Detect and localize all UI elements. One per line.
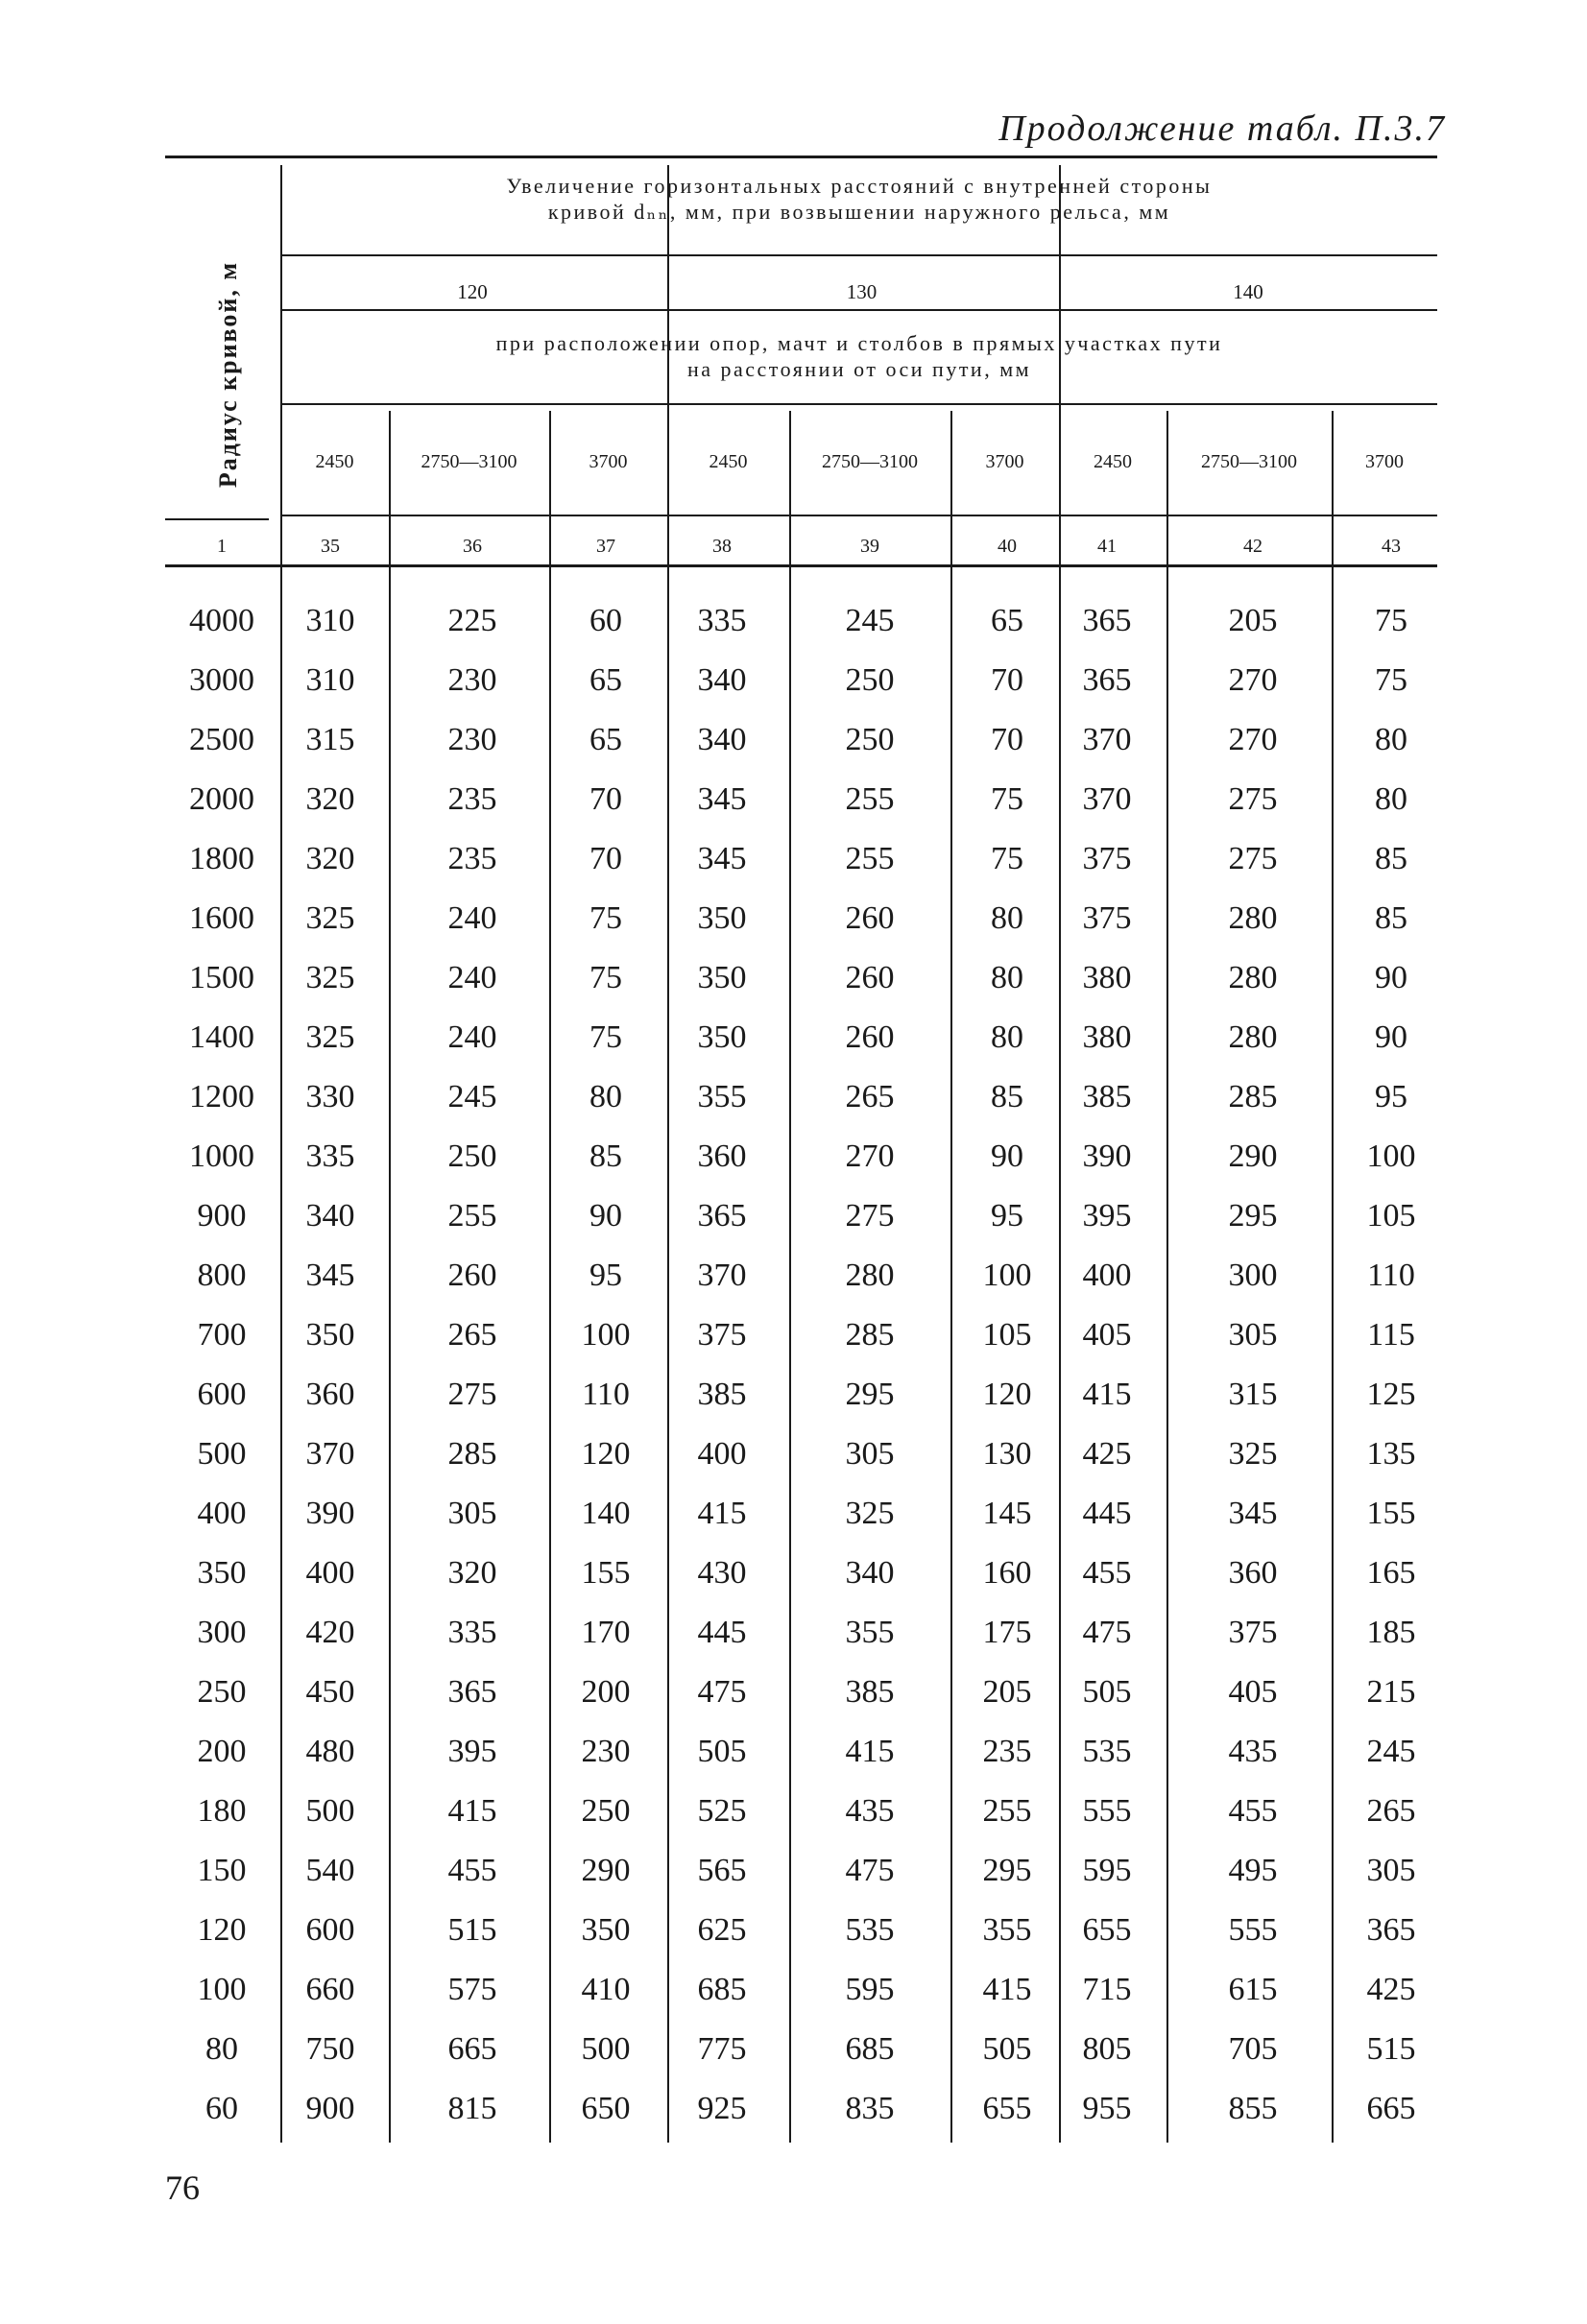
value-cell: 130	[982, 1436, 1032, 1472]
value-cell: 390	[1082, 1138, 1132, 1174]
radius-cell: 1000	[189, 1138, 254, 1174]
value-cell: 205	[982, 1674, 1032, 1710]
value-cell: 80	[991, 900, 1023, 936]
value-cell: 385	[845, 1674, 895, 1710]
value-cell: 75	[1375, 662, 1407, 698]
value-cell: 160	[982, 1555, 1032, 1591]
value-cell: 415	[1082, 1377, 1132, 1412]
value-cell: 230	[581, 1734, 631, 1769]
value-cell: 565	[697, 1853, 747, 1888]
value-cell: 260	[845, 900, 895, 936]
value-cell: 100	[581, 1317, 631, 1353]
value-cell: 650	[581, 2091, 631, 2126]
value-cell: 275	[845, 1198, 895, 1234]
value-cell: 305	[447, 1496, 497, 1531]
value-cell: 250	[845, 662, 895, 698]
value-cell: 445	[697, 1615, 747, 1650]
value-cell: 380	[1082, 1019, 1132, 1055]
value-cell: 65	[589, 662, 622, 698]
page-number: 76	[165, 2168, 200, 2207]
value-cell: 525	[697, 1793, 747, 1829]
distance-header: 2750—3100	[421, 451, 517, 472]
value-cell: 140	[581, 1496, 631, 1531]
value-cell: 325	[305, 900, 355, 936]
radius-cell: 120	[197, 1912, 247, 1948]
value-cell: 355	[845, 1615, 895, 1650]
radius-cell: 60	[205, 2091, 238, 2126]
header-bottom-rule	[165, 564, 1437, 567]
value-cell: 235	[447, 841, 497, 876]
value-cell: 280	[845, 1258, 895, 1293]
value-cell: 240	[447, 960, 497, 995]
value-cell: 370	[697, 1258, 747, 1293]
value-cell: 360	[305, 1377, 355, 1412]
value-cell: 135	[1366, 1436, 1416, 1472]
value-cell: 655	[1082, 1912, 1132, 1948]
value-cell: 685	[697, 1972, 747, 2007]
value-cell: 600	[305, 1912, 355, 1948]
column-number: 42	[1243, 536, 1262, 557]
value-cell: 370	[305, 1436, 355, 1472]
value-cell: 240	[447, 900, 497, 936]
value-cell: 455	[447, 1853, 497, 1888]
value-cell: 425	[1082, 1436, 1132, 1472]
elevation-140: 140	[1233, 280, 1263, 303]
value-cell: 575	[447, 1972, 497, 2007]
value-cell: 505	[982, 2031, 1032, 2067]
value-cell: 75	[589, 900, 622, 936]
value-cell: 375	[1228, 1615, 1278, 1650]
radius-cell: 1200	[189, 1079, 254, 1114]
value-cell: 260	[447, 1258, 497, 1293]
value-cell: 705	[1228, 2031, 1278, 2067]
table-caption: Продолжение табл. П.3.7	[998, 108, 1446, 149]
value-cell: 270	[845, 1138, 895, 1174]
value-cell: 385	[697, 1377, 747, 1412]
value-cell: 315	[1228, 1377, 1278, 1412]
radius-cell: 4000	[189, 603, 254, 638]
title-rule	[280, 254, 1437, 256]
value-cell: 855	[1228, 2091, 1278, 2126]
value-cell: 75	[589, 1019, 622, 1055]
value-cell: 365	[1082, 662, 1132, 698]
value-cell: 105	[982, 1317, 1032, 1353]
value-cell: 255	[845, 781, 895, 817]
value-cell: 345	[697, 841, 747, 876]
value-cell: 90	[1375, 960, 1407, 995]
radius-cell: 1800	[189, 841, 254, 876]
value-cell: 245	[1366, 1734, 1416, 1769]
value-cell: 425	[1366, 1972, 1416, 2007]
radius-cell: 1600	[189, 900, 254, 936]
radius-cell: 900	[197, 1198, 247, 1234]
value-cell: 80	[1375, 781, 1407, 817]
value-cell: 265	[845, 1079, 895, 1114]
radius-cell: 700	[197, 1317, 247, 1353]
value-cell: 955	[1082, 2091, 1132, 2126]
value-cell: 685	[845, 2031, 895, 2067]
value-cell: 290	[581, 1853, 631, 1888]
value-cell: 455	[1228, 1793, 1278, 1829]
value-cell: 285	[1228, 1079, 1278, 1114]
value-cell: 665	[1366, 2091, 1416, 2126]
value-cell: 500	[305, 1793, 355, 1829]
value-cell: 75	[589, 960, 622, 995]
value-cell: 315	[305, 722, 355, 757]
radius-cell: 2000	[189, 781, 254, 817]
value-cell: 215	[1366, 1674, 1416, 1710]
column-number: 38	[712, 536, 732, 557]
value-cell: 405	[1082, 1317, 1132, 1353]
value-cell: 430	[697, 1555, 747, 1591]
value-cell: 245	[447, 1079, 497, 1114]
value-cell: 400	[697, 1436, 747, 1472]
value-cell: 85	[1375, 900, 1407, 936]
value-cell: 345	[1228, 1496, 1278, 1531]
value-cell: 615	[1228, 1972, 1278, 2007]
value-cell: 75	[991, 781, 1023, 817]
value-cell: 380	[1082, 960, 1132, 995]
radius-cell: 150	[197, 1853, 247, 1888]
value-cell: 750	[305, 2031, 355, 2067]
value-cell: 665	[447, 2031, 497, 2067]
value-cell: 105	[1366, 1198, 1416, 1234]
elevation-130: 130	[846, 280, 878, 303]
value-cell: 285	[447, 1436, 497, 1472]
value-cell: 260	[845, 1019, 895, 1055]
distance-header: 3700	[1365, 451, 1404, 472]
value-cell: 305	[1366, 1853, 1416, 1888]
column-number: 40	[998, 536, 1017, 557]
value-cell: 70	[991, 662, 1023, 698]
value-cell: 85	[1375, 841, 1407, 876]
value-cell: 320	[305, 781, 355, 817]
value-cell: 125	[1366, 1377, 1416, 1412]
value-cell: 355	[697, 1079, 747, 1114]
value-cell: 435	[845, 1793, 895, 1829]
value-cell: 260	[845, 960, 895, 995]
value-cell: 80	[991, 960, 1023, 995]
value-cell: 450	[305, 1674, 355, 1710]
value-cell: 80	[1375, 722, 1407, 757]
value-cell: 375	[697, 1317, 747, 1353]
value-cell: 305	[1228, 1317, 1278, 1353]
value-cell: 325	[305, 960, 355, 995]
radius-cell: 3000	[189, 662, 254, 698]
value-cell: 205	[1228, 603, 1278, 638]
distance-rule	[280, 515, 1437, 516]
value-cell: 415	[447, 1793, 497, 1829]
value-cell: 255	[982, 1793, 1032, 1829]
column-number: 35	[321, 536, 340, 557]
value-cell: 70	[589, 781, 622, 817]
radius-cell: 180	[197, 1793, 247, 1829]
value-cell: 200	[581, 1674, 631, 1710]
value-cell: 415	[697, 1496, 747, 1531]
value-cell: 390	[305, 1496, 355, 1531]
placement-rule	[280, 403, 1437, 405]
value-cell: 310	[305, 662, 355, 698]
value-cell: 400	[1082, 1258, 1132, 1293]
column-number: 37	[596, 536, 615, 557]
value-cell: 295	[845, 1377, 895, 1412]
value-cell: 355	[982, 1912, 1032, 1948]
row-axis-label: Радиус кривой, м	[214, 260, 242, 489]
value-cell: 500	[581, 2031, 631, 2067]
value-cell: 245	[845, 603, 895, 638]
value-cell: 120	[581, 1436, 631, 1472]
value-cell: 110	[1367, 1258, 1415, 1293]
value-cell: 365	[1366, 1912, 1416, 1948]
value-cell: 715	[1082, 1972, 1132, 2007]
value-cell: 80	[991, 1019, 1023, 1055]
radius-cell: 2500	[189, 722, 254, 757]
value-cell: 90	[589, 1198, 622, 1234]
value-cell: 230	[447, 662, 497, 698]
value-cell: 415	[982, 1972, 1032, 2007]
value-cell: 350	[305, 1317, 355, 1353]
value-cell: 325	[1228, 1436, 1278, 1472]
value-cell: 595	[1082, 1853, 1132, 1888]
label-column-rule	[165, 518, 269, 520]
value-cell: 325	[305, 1019, 355, 1055]
value-cell: 325	[845, 1496, 895, 1531]
value-cell: 295	[982, 1853, 1032, 1888]
value-cell: 155	[1366, 1496, 1416, 1531]
value-cell: 515	[447, 1912, 497, 1948]
radius-cell: 1400	[189, 1019, 254, 1055]
elevation-120: 120	[457, 280, 488, 303]
value-cell: 100	[1366, 1138, 1416, 1174]
value-cell: 360	[697, 1138, 747, 1174]
radius-cell: 800	[197, 1258, 247, 1293]
value-cell: 365	[447, 1674, 497, 1710]
value-cell: 350	[697, 960, 747, 995]
value-cell: 305	[845, 1436, 895, 1472]
value-cell: 110	[582, 1377, 630, 1412]
value-cell: 345	[305, 1258, 355, 1293]
column-vertical-rule	[789, 411, 791, 2143]
distance-header: 2450	[315, 451, 354, 472]
column-number: 39	[860, 536, 879, 557]
value-cell: 255	[845, 841, 895, 876]
value-cell: 835	[845, 2091, 895, 2126]
value-cell: 480	[305, 1734, 355, 1769]
value-cell: 540	[305, 1853, 355, 1888]
column-number: 41	[1097, 536, 1117, 557]
value-cell: 240	[447, 1019, 497, 1055]
distance-header: 2750—3100	[1201, 451, 1297, 472]
value-cell: 320	[447, 1555, 497, 1591]
value-cell: 385	[1082, 1079, 1132, 1114]
value-cell: 415	[845, 1734, 895, 1769]
value-cell: 120	[982, 1377, 1032, 1412]
value-cell: 365	[1082, 603, 1132, 638]
value-cell: 805	[1082, 2031, 1132, 2067]
main-title: Увеличение горизонтальных расстояний с внутренней стороны кривой dₙₙ, мм, при возвышении наружного рельса, мм	[506, 174, 1213, 224]
radius-cell: 1500	[189, 960, 254, 995]
value-cell: 400	[305, 1555, 355, 1591]
value-cell: 270	[1228, 722, 1278, 757]
column-vertical-rule	[389, 411, 391, 2143]
value-cell: 60	[589, 603, 622, 638]
value-cell: 595	[845, 1972, 895, 2007]
value-cell: 365	[697, 1198, 747, 1234]
value-cell: 515	[1366, 2031, 1416, 2067]
radius-cell: 100	[197, 1972, 247, 2007]
radius-cell: 80	[205, 2031, 238, 2067]
value-cell: 375	[1082, 900, 1132, 936]
value-cell: 95	[1375, 1079, 1407, 1114]
value-cell: 445	[1082, 1496, 1132, 1531]
value-cell: 505	[1082, 1674, 1132, 1710]
value-cell: 250	[447, 1138, 497, 1174]
value-cell: 285	[845, 1317, 895, 1353]
value-cell: 280	[1228, 1019, 1278, 1055]
value-cell: 165	[1366, 1555, 1416, 1591]
column-number: 43	[1382, 536, 1401, 557]
placement-title: при расположении опор, мачт и столбов в прямых участках пути на расстоянии от оси пути, мм	[495, 331, 1223, 381]
value-cell: 535	[845, 1912, 895, 1948]
value-cell: 340	[305, 1198, 355, 1234]
value-cell: 95	[991, 1198, 1023, 1234]
distance-header: 2450	[1094, 451, 1132, 472]
value-cell: 225	[447, 603, 497, 638]
value-cell: 310	[305, 603, 355, 638]
value-cell: 290	[1228, 1138, 1278, 1174]
value-cell: 95	[589, 1258, 622, 1293]
value-cell: 335	[305, 1138, 355, 1174]
value-cell: 340	[845, 1555, 895, 1591]
value-cell: 145	[982, 1496, 1032, 1531]
elevation-rule	[280, 309, 1437, 311]
value-cell: 350	[581, 1912, 631, 1948]
value-cell: 115	[1367, 1317, 1415, 1353]
value-cell: 335	[697, 603, 747, 638]
value-cell: 185	[1366, 1615, 1416, 1650]
value-cell: 90	[1375, 1019, 1407, 1055]
value-cell: 395	[447, 1734, 497, 1769]
value-cell: 775	[697, 2031, 747, 2067]
value-cell: 170	[581, 1615, 631, 1650]
value-cell: 100	[982, 1258, 1032, 1293]
value-cell: 270	[1228, 662, 1278, 698]
top-rule	[165, 156, 1437, 158]
value-cell: 280	[1228, 900, 1278, 936]
value-cell: 395	[1082, 1198, 1132, 1234]
value-cell: 925	[697, 2091, 747, 2126]
value-cell: 370	[1082, 722, 1132, 757]
value-cell: 420	[305, 1615, 355, 1650]
value-cell: 350	[697, 900, 747, 936]
value-cell: 155	[581, 1555, 631, 1591]
value-cell: 300	[1228, 1258, 1278, 1293]
value-cell: 70	[589, 841, 622, 876]
value-cell: 250	[581, 1793, 631, 1829]
value-cell: 410	[581, 1972, 631, 2007]
value-cell: 330	[305, 1079, 355, 1114]
value-cell: 255	[447, 1198, 497, 1234]
value-cell: 350	[697, 1019, 747, 1055]
value-cell: 275	[1228, 841, 1278, 876]
value-cell: 275	[447, 1377, 497, 1412]
value-cell: 75	[991, 841, 1023, 876]
radius-cell: 500	[197, 1436, 247, 1472]
value-cell: 250	[845, 722, 895, 757]
value-cell: 335	[447, 1615, 497, 1650]
distance-header: 2450	[709, 451, 748, 472]
value-cell: 65	[589, 722, 622, 757]
value-cell: 475	[845, 1853, 895, 1888]
value-cell: 175	[982, 1615, 1032, 1650]
value-cell: 340	[697, 722, 747, 757]
radius-cell: 400	[197, 1496, 247, 1531]
value-cell: 370	[1082, 781, 1132, 817]
value-cell: 75	[1375, 603, 1407, 638]
value-cell: 625	[697, 1912, 747, 1948]
radius-cell: 200	[197, 1734, 247, 1769]
value-cell: 495	[1228, 1853, 1278, 1888]
value-cell: 70	[991, 722, 1023, 757]
value-cell: 505	[697, 1734, 747, 1769]
value-cell: 235	[982, 1734, 1032, 1769]
column-number: 1	[217, 536, 227, 557]
radius-cell: 350	[197, 1555, 247, 1591]
radius-cell: 600	[197, 1377, 247, 1412]
value-cell: 65	[991, 603, 1023, 638]
radius-cell: 250	[197, 1674, 247, 1710]
value-cell: 230	[447, 722, 497, 757]
value-cell: 85	[589, 1138, 622, 1174]
value-cell: 235	[447, 781, 497, 817]
value-cell: 475	[697, 1674, 747, 1710]
value-cell: 320	[305, 841, 355, 876]
value-cell: 80	[589, 1079, 622, 1114]
column-number: 36	[463, 536, 482, 557]
value-cell: 535	[1082, 1734, 1132, 1769]
column-vertical-rule	[1166, 411, 1168, 2143]
value-cell: 375	[1082, 841, 1132, 876]
value-cell: 280	[1228, 960, 1278, 995]
value-cell: 555	[1082, 1793, 1132, 1829]
value-cell: 655	[982, 2091, 1032, 2126]
value-cell: 265	[447, 1317, 497, 1353]
value-cell: 360	[1228, 1555, 1278, 1591]
value-cell: 265	[1366, 1793, 1416, 1829]
value-cell: 405	[1228, 1674, 1278, 1710]
radius-cell: 300	[197, 1615, 247, 1650]
value-cell: 435	[1228, 1734, 1278, 1769]
value-cell: 275	[1228, 781, 1278, 817]
value-cell: 555	[1228, 1912, 1278, 1948]
distance-header: 3700	[985, 451, 1024, 472]
value-cell: 475	[1082, 1615, 1132, 1650]
value-cell: 90	[991, 1138, 1023, 1174]
value-cell: 900	[305, 2091, 355, 2126]
value-cell: 815	[447, 2091, 497, 2126]
distance-header: 2750—3100	[822, 451, 918, 472]
value-cell: 85	[991, 1079, 1023, 1114]
value-cell: 660	[305, 1972, 355, 2007]
value-cell: 455	[1082, 1555, 1132, 1591]
distance-header: 3700	[589, 451, 628, 472]
value-cell: 340	[697, 662, 747, 698]
value-cell: 295	[1228, 1198, 1278, 1234]
value-cell: 345	[697, 781, 747, 817]
